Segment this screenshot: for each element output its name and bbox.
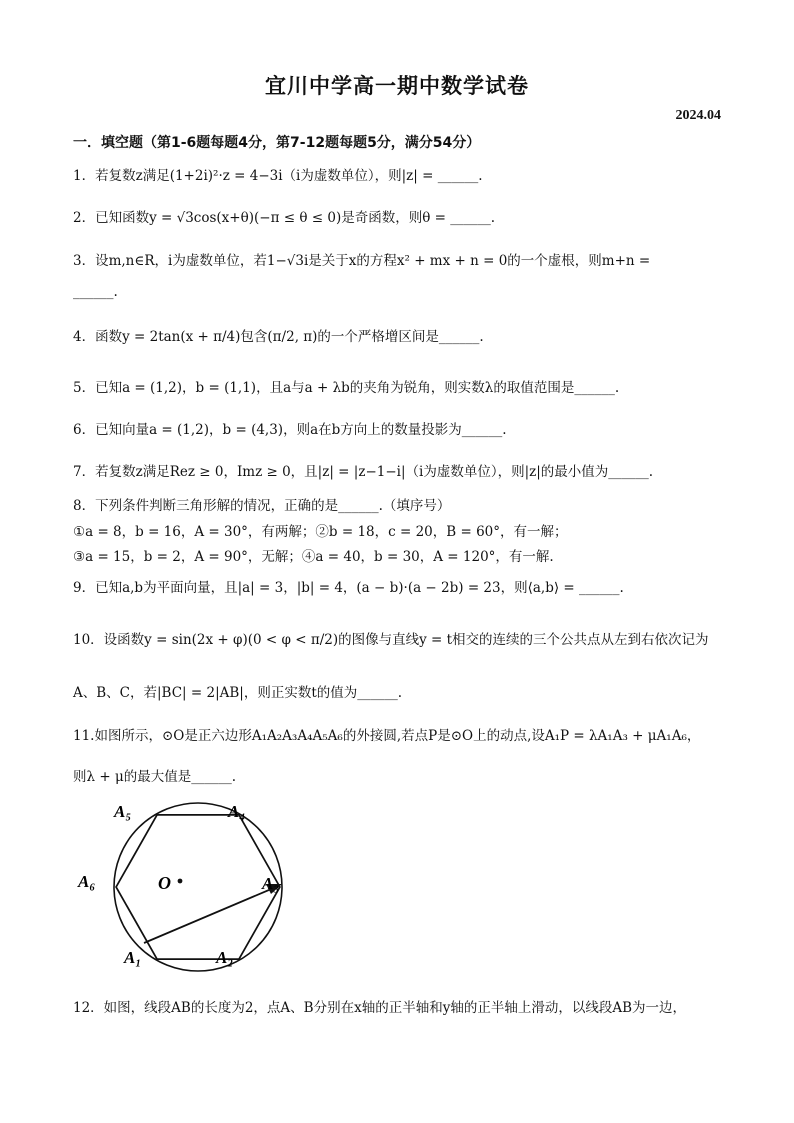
section-heading: 一．填空题（第1-6题每题4分，第7-12题每题5分，满分54分） (73, 135, 481, 151)
question-10: 10．设函数y = sin(2x + φ)(0 < φ < π/2)的图像与直线y = t相交的连续的三个公共点从左到右依次记为 (73, 632, 709, 648)
question-3: 3．设m,n∈R，i为虚数单位，若1−√3i是关于x的方程x² + mx + n = 0的一个虚根，则m+n = (73, 253, 651, 269)
question-8-option-2: ③a = 15，b = 2，A = 90°，无解；④a = 40，b = 30，A = 120°，有一解. (73, 549, 554, 565)
question-6: 6．已知向量a = (1,2)，b = (4,3)，则a在b方向上的数量投影为______. (73, 422, 507, 438)
vertex-label-a3: A₃ (262, 874, 280, 893)
exam-date: 2024.04 (675, 108, 721, 123)
vector-a1-a3 (144, 887, 276, 943)
vertex-label-a5: A₅ (114, 802, 132, 821)
question-8: 8．下列条件判断三角形解的情况，正确的是______.（填序号） (73, 498, 451, 514)
question-4: 4．函数y = 2tan(x + π/4)包含(π/2, π)的一个严格增区间是______. (73, 329, 484, 345)
question-11-continued: 则λ + μ的最大值是______. (73, 769, 237, 785)
vertex-label-a1: A₁ (124, 948, 142, 967)
vertex-label-a4: A₄ (228, 802, 246, 821)
question-3-blank: ______. (73, 284, 118, 300)
circumscribed-circle (114, 803, 282, 971)
question-1: 1．若复数z满足(1+2i)²·z = 4−3i（i为虚数单位），则|z| = ______. (73, 168, 483, 184)
question-9: 9．已知a,b为平面向量，且|a| = 3，|b| = 4，(a − b)·(a − 2b) = 23，则⟨a,b⟩ = ______. (73, 580, 624, 596)
center-dot (178, 879, 183, 884)
exam-title: 宜川中学高一期中数学试卷 (265, 74, 529, 98)
vertex-label-a6: A₆ (78, 872, 96, 891)
question-2: 2．已知函数y = √3cos(x+θ)(−π ≤ θ ≤ 0)是奇函数，则θ = ______. (73, 210, 496, 226)
question-11: 11.如图所示，⊙O是正六边形A₁A₂A₃A₄A₅A₆的外接圆,若点P是⊙O上的动点,设A₁P = λA₁A₃ + μA₁A₆， (73, 728, 701, 744)
center-label: O (158, 873, 171, 893)
regular-hexagon (116, 815, 280, 959)
question-7: 7．若复数z满足Rez ≥ 0，Imz ≥ 0，且|z| = |z−1−i|（i为虚数单位），则|z|的最小值为______. (73, 464, 654, 480)
question-10-continued: A、B、C，若|BC| = 2|AB|，则正实数t的值为______. (73, 685, 403, 701)
question-8-option-1: ①a = 8，b = 16，A = 30°，有两解；②b = 18，c = 20，B = 60°，有一解； (73, 524, 568, 540)
question-12: 12．如图，线段AB的长度为2，点A、B分别在x轴的正半轴和y轴的正半轴上滑动，以线段AB为一边， (73, 1000, 687, 1016)
question-5: 5．已知a = (1,2)，b = (1,1)，且a与a + λb的夹角为锐角，则实数λ的取值范围是______. (73, 380, 620, 396)
hexagon-circle-figure (72, 795, 292, 975)
vertex-label-a2: A₂ (216, 948, 234, 967)
